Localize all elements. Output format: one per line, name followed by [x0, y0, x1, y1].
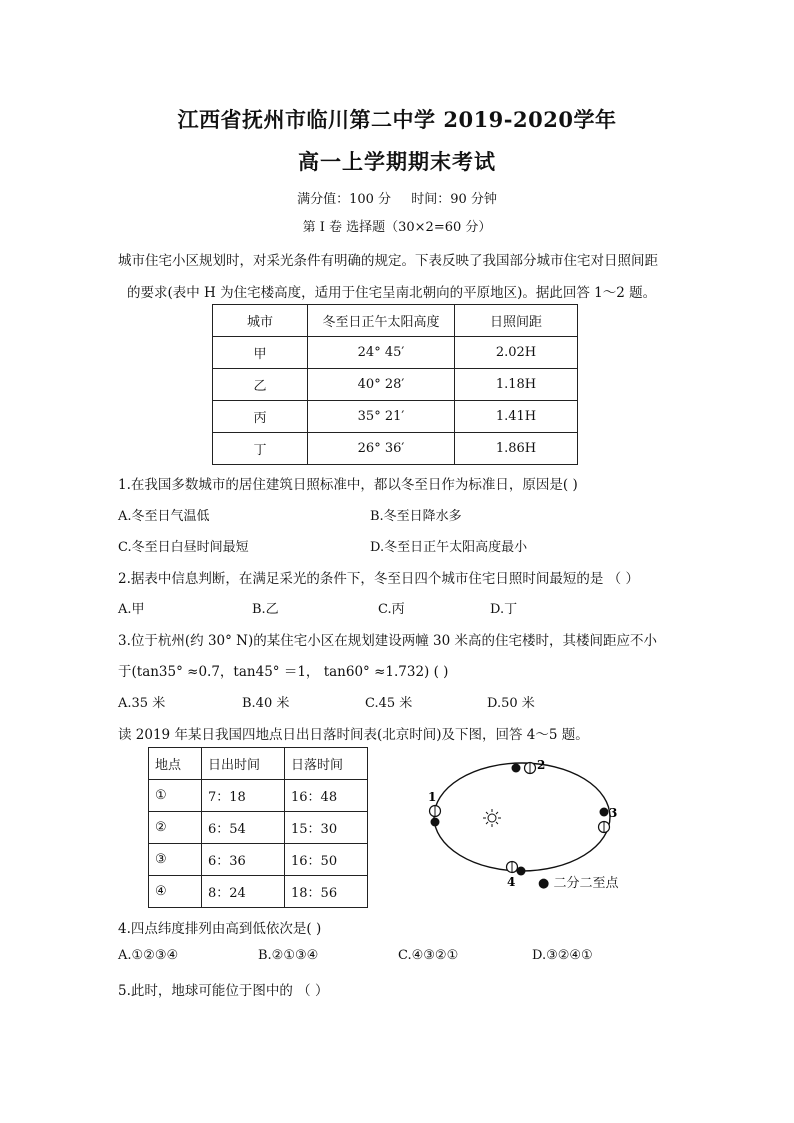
- q1-option-a: A.冬至日气温低: [118, 509, 210, 524]
- table-cell: 6：54: [202, 812, 285, 844]
- position-label-1: 1: [428, 790, 437, 804]
- table-cell: 丁: [213, 433, 308, 465]
- position-label-3: 3: [609, 806, 618, 820]
- earth-position-3: [599, 822, 610, 833]
- table-cell: 1.18H: [455, 369, 578, 401]
- sun-icon: [483, 809, 501, 827]
- intro2-line1: 读 2019 年某日我国四地点日出日落时间表(北京时间)及下图，回答 4～5 题。: [118, 727, 589, 743]
- q4-option-d: D.③②④①: [532, 948, 593, 963]
- table-row: [149, 812, 368, 844]
- q2-option-c: C.丙: [378, 602, 405, 617]
- q2-option-b: B.乙: [252, 602, 279, 617]
- earth-position-1: [430, 806, 441, 817]
- diagram-legend: ● 二分二至点: [538, 876, 619, 891]
- q1-option-d: D.冬至日正午太阳高度最小: [370, 540, 528, 555]
- intro1-line1: 城市住宅小区规划时，对采光条件有明确的规定。下表反映了我国部分城市住宅对日照间距: [118, 253, 658, 269]
- exam-title-line1: 江西省抚州市临川第二中学 2019-2020学年: [177, 107, 617, 132]
- table-cell: 16：50: [285, 844, 368, 876]
- table-cell: 丙: [213, 401, 308, 433]
- table-cell: ①: [149, 780, 202, 812]
- position-label-4: 4: [507, 875, 516, 889]
- time-limit: 时间：90 分钟: [411, 192, 497, 207]
- exam-title-line2: 高一上学期期末考试: [298, 149, 496, 174]
- table-row: [213, 369, 578, 401]
- table-row: [213, 401, 578, 433]
- sunlight-spacing-table: [212, 304, 578, 465]
- earth-orbit-diagram: [420, 755, 630, 890]
- table-cell: 1.86H: [455, 433, 578, 465]
- table-cell: 18：56: [285, 876, 368, 908]
- table-cell: ③: [149, 844, 202, 876]
- intro1-line2: 的要求(表中 H 为住宅楼高度，适用于住宅呈南北朝向的平原地区)。据此回答 1～2 题。: [127, 285, 657, 301]
- table-header-row: [213, 305, 578, 337]
- table-row: [149, 876, 368, 908]
- equinox-point-right: [600, 808, 609, 817]
- table-header-cell: 日出时间: [202, 748, 285, 780]
- table-header-cell: 冬至日正午太阳高度: [308, 305, 455, 337]
- table-row: [213, 337, 578, 369]
- table-cell: 乙: [213, 369, 308, 401]
- table-cell: 40° 28′: [308, 369, 455, 401]
- table-row: [149, 844, 368, 876]
- q3-option-a: A.35 米: [118, 696, 166, 711]
- table-header-row: [149, 748, 368, 780]
- earth-position-2: [525, 763, 536, 774]
- table-cell: 1.41H: [455, 401, 578, 433]
- sunrise-sunset-table: [148, 747, 368, 908]
- table-cell: 甲: [213, 337, 308, 369]
- q1-stem: 1.在我国多数城市的居住建筑日照标准中，都以冬至日作为标准日，原因是( ): [118, 477, 578, 493]
- q3-stem-line2: 于(tan35° ≈0.7，tan45° ＝1， tan60° ≈1.732) ( ): [118, 664, 449, 680]
- table-cell: 8：24: [202, 876, 285, 908]
- equinox-point-left: [431, 818, 440, 827]
- q3-option-c: C.45 米: [365, 696, 413, 711]
- table-header-cell: 日照间距: [455, 305, 578, 337]
- solstice-point-top: [512, 764, 521, 773]
- q3-stem-line1: 3.位于杭州(约 30° N)的某住宅小区在规划建设两幢 30 米高的住宅楼时，其楼间距应不小: [118, 633, 657, 649]
- table-cell: 2.02H: [455, 337, 578, 369]
- table-cell: 35° 21′: [308, 401, 455, 433]
- table-header-cell: 地点: [149, 748, 202, 780]
- full-score: 满分值：100 分: [297, 192, 392, 207]
- table-header-cell: 日落时间: [285, 748, 368, 780]
- q4-option-c: C.④③②①: [398, 948, 459, 963]
- q4-option-b: B.②①③④: [258, 948, 319, 963]
- q4-option-a: A.①②③④: [118, 948, 179, 963]
- q1-option-b: B.冬至日降水多: [370, 509, 462, 524]
- table-cell: ②: [149, 812, 202, 844]
- section-title: 第 I 卷 选择题（30×2=60 分）: [302, 220, 492, 235]
- orbit-ellipse: [434, 763, 610, 871]
- q5-stem: 5.此时，地球可能位于图中的 （ ）: [118, 983, 329, 999]
- q2-option-d: D.丁: [490, 602, 518, 617]
- q3-option-d: D.50 米: [487, 696, 535, 711]
- q2-option-a: A.甲: [118, 602, 145, 617]
- table-cell: 24° 45′: [308, 337, 455, 369]
- table-row: [149, 780, 368, 812]
- table-header-cell: 城市: [213, 305, 308, 337]
- position-label-2: 2: [537, 758, 546, 772]
- q4-stem: 4.四点纬度排列由高到低依次是( ): [118, 921, 322, 937]
- table-cell: 15：30: [285, 812, 368, 844]
- earth-position-4: [507, 862, 518, 873]
- table-cell: 16：48: [285, 780, 368, 812]
- exam-meta: [0, 188, 794, 207]
- table-row: [213, 433, 578, 465]
- table-cell: ④: [149, 876, 202, 908]
- q3-option-b: B.40 米: [242, 696, 290, 711]
- q2-stem: 2.据表中信息判断，在满足采光的条件下，冬至日四个城市住宅日照时间最短的是 （ ）: [118, 571, 639, 587]
- table-cell: 26° 36′: [308, 433, 455, 465]
- table-cell: 7：18: [202, 780, 285, 812]
- q1-option-c: C.冬至日白昼时间最短: [118, 540, 249, 555]
- table-cell: 6：36: [202, 844, 285, 876]
